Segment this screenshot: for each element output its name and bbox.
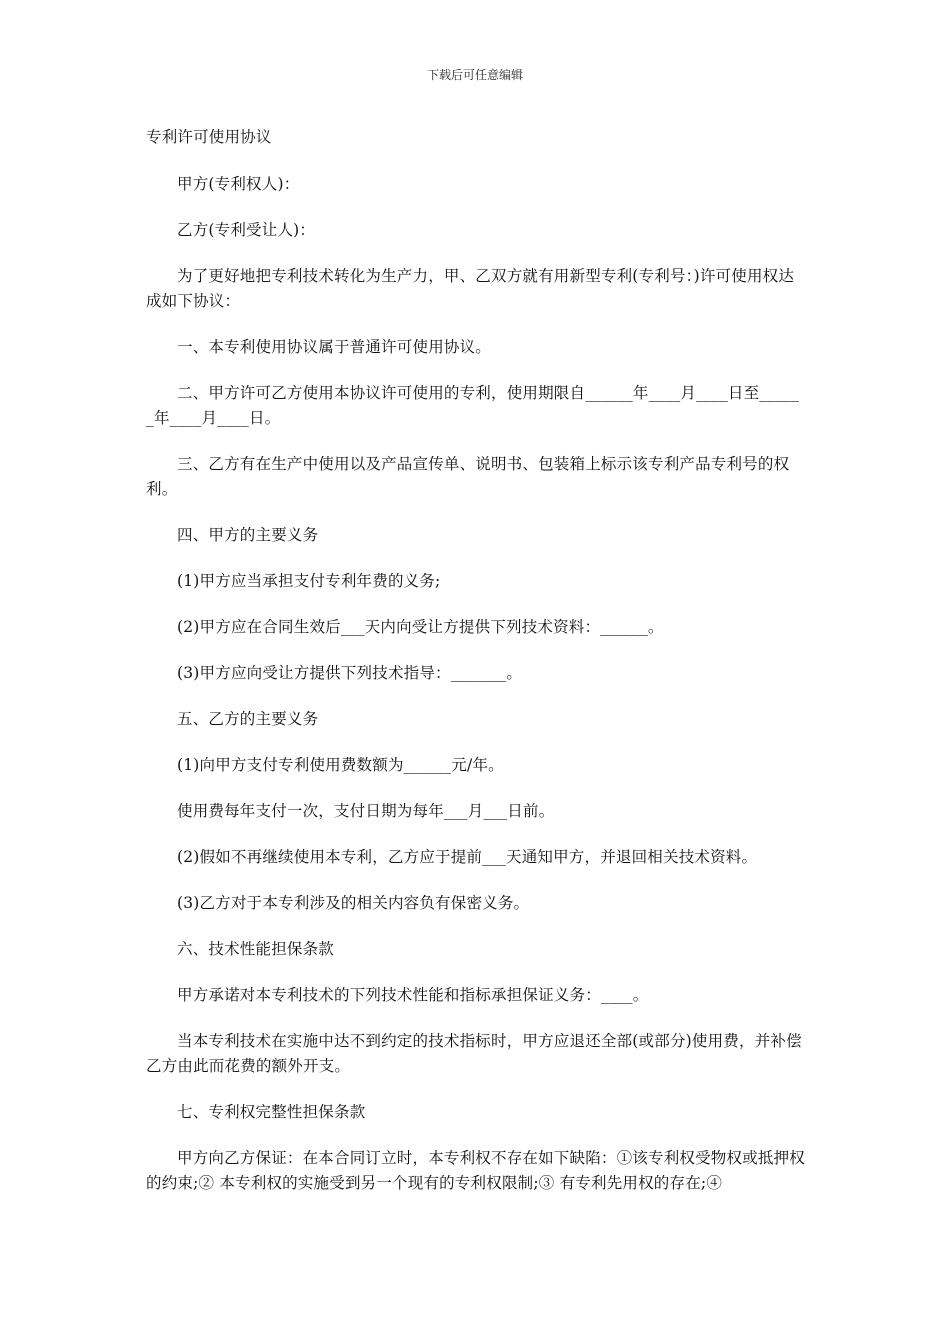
clause-3: 三、乙方有在生产中使用以及产品宣传单、说明书、包装箱上标示该专利产品专利号的权利。 <box>146 455 790 498</box>
section-heading-6: 六、技术性能担保条款 <box>177 940 335 958</box>
clause-4-2: (2)甲方应在合同生效后___天内向受让方提供下列技术资料：______。 <box>177 618 664 636</box>
document-body <box>146 125 806 1196</box>
clause-7-1: 甲方向乙方保证：在本合同订立时，本专利权不存在如下缺陷：①该专利权受物权或抵押权的约束;② 本专利权的实施受到另一个现有的专利权限制;③ 有专利先用权的存在;④ <box>146 1149 806 1192</box>
section-heading-7: 七、专利权完整性担保条款 <box>177 1103 366 1121</box>
document-title: 专利许可使用协议 <box>146 128 272 146</box>
clause-1: 一、本专利使用协议属于普通许可使用协议。 <box>177 338 492 356</box>
clause-6-2: 当本专利技术在实施中达不到约定的技术指标时，甲方应退还全部(或部分)使用费，并补偿乙方由此而花费的额外开支。 <box>146 1032 802 1075</box>
clause-5-1-payment: 使用费每年支付一次，支付日期为每年___月___日前。 <box>177 802 555 820</box>
clause-4-1: (1)甲方应当承担支付专利年费的义务; <box>177 572 441 590</box>
clause-5-2: (2)假如不再继续使用本专利，乙方应于提前___天通知甲方，并退回相关技术资料。 <box>177 848 758 866</box>
clause-6-1: 甲方承诺对本专利技术的下列技术性能和指标承担保证义务：____。 <box>177 986 649 1004</box>
section-heading-5: 五、乙方的主要义务 <box>177 710 319 728</box>
header-note: 下载后可任意编辑 <box>426 68 523 82</box>
preamble-paragraph: 为了更好地把专利技术转化为生产力，甲、乙双方就有用新型专利(专利号：)许可使用权达成如下协议： <box>146 267 795 310</box>
party-a-line: 甲方(专利权人)： <box>177 175 300 193</box>
section-heading-4: 四、甲方的主要义务 <box>177 526 319 544</box>
clause-5-3: (3)乙方对于本专利涉及的相关内容负有保密义务。 <box>177 894 530 912</box>
clause-5-1: (1)向甲方支付专利使用费数额为______元/年。 <box>177 756 504 774</box>
clause-2: 二、甲方许可乙方使用本协议许可使用的专利，使用期限自______年____月____日至______年____月____日。 <box>146 384 800 427</box>
clause-4-3: (3)甲方应向受让方提供下列技术指导：_______。 <box>177 664 523 682</box>
party-b-line: 乙方(专利受让人)： <box>177 221 316 239</box>
